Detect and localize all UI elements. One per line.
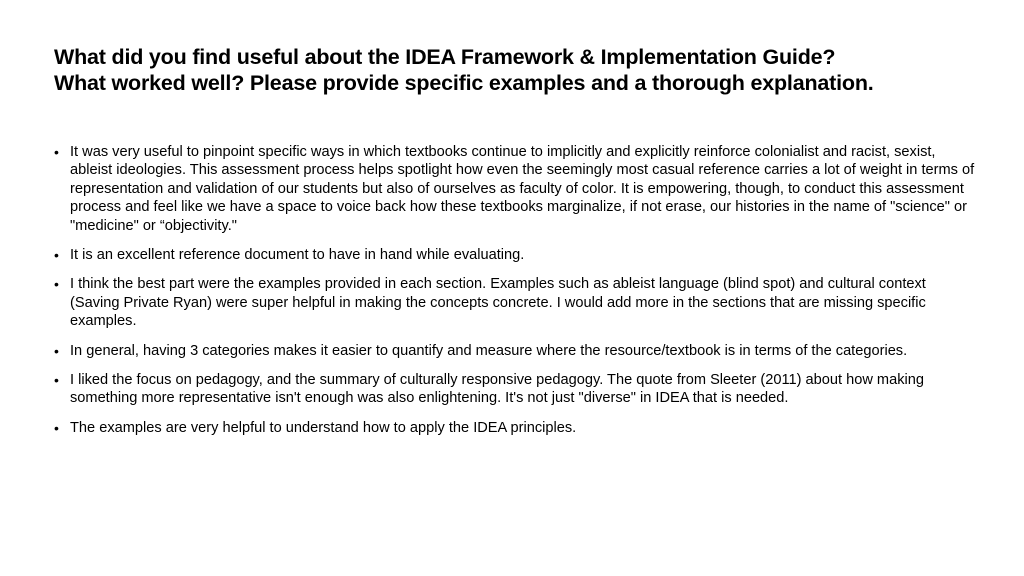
bullet-item (54, 275, 976, 330)
bullet-text: I liked the focus on pedagogy, and the summary of culturally responsive pedagogy. The quote from Sleeter (2011) about how making something more representative isn't enough was also enlightening. It's not just "diverse" in IDEA that is needed. (70, 372, 924, 407)
title-line-1: What did you find useful about the IDEA Framework & Implementation Guide? (54, 45, 836, 69)
bullet-item (54, 419, 976, 437)
bullet-dot-icon: • (54, 419, 59, 436)
bullet-text: It is an excellent reference document to have in hand while evaluating. (70, 247, 525, 264)
bullet-item (54, 371, 976, 408)
bullet-dot-icon: • (54, 372, 59, 389)
bullet-item (54, 143, 976, 235)
bullet-dot-icon: • (54, 247, 59, 264)
title-line-2: What worked well? Please provide specific examples and a thorough explanation. (54, 71, 874, 95)
bullet-dot-icon: • (54, 342, 59, 359)
bullet-text: In general, having 3 categories makes it easier to quantify and measure where the resource/textbook is in terms of the categories. (70, 342, 908, 359)
bullet-list (54, 143, 976, 437)
bullet-dot-icon: • (54, 276, 59, 293)
bullet-dot-icon: • (54, 144, 59, 160)
bullet-text: It was very useful to pinpoint specific ways in which textbooks continue to implicitly and explicitly reinforce colonialist and racist, sexist, ableist ideologies. This assessment process helps spotlight how even the seemingly most casual reference carries a lot of weight in terms of representation and validation of our students but also of ourselves as faculty of color. It is empowering, though, to conduct this assessment process and feel like we have a space to voice back how these textbooks marginalize, if not erase, our histories in the name of "science" or "medicine" or “objectivity." (70, 144, 975, 234)
bullet-text: The examples are very helpful to understand how to apply the IDEA principles. (70, 419, 577, 436)
bullet-text: I think the best part were the examples provided in each section. Examples such as ableist language (blind spot) and cultural context (Saving Private Ryan) were super helpful in making the concepts concrete. I would add more in the sections that are missing specific examples. (70, 276, 926, 330)
slide-title (54, 44, 976, 96)
bullet-item (54, 342, 976, 360)
bullet-item (54, 246, 976, 264)
